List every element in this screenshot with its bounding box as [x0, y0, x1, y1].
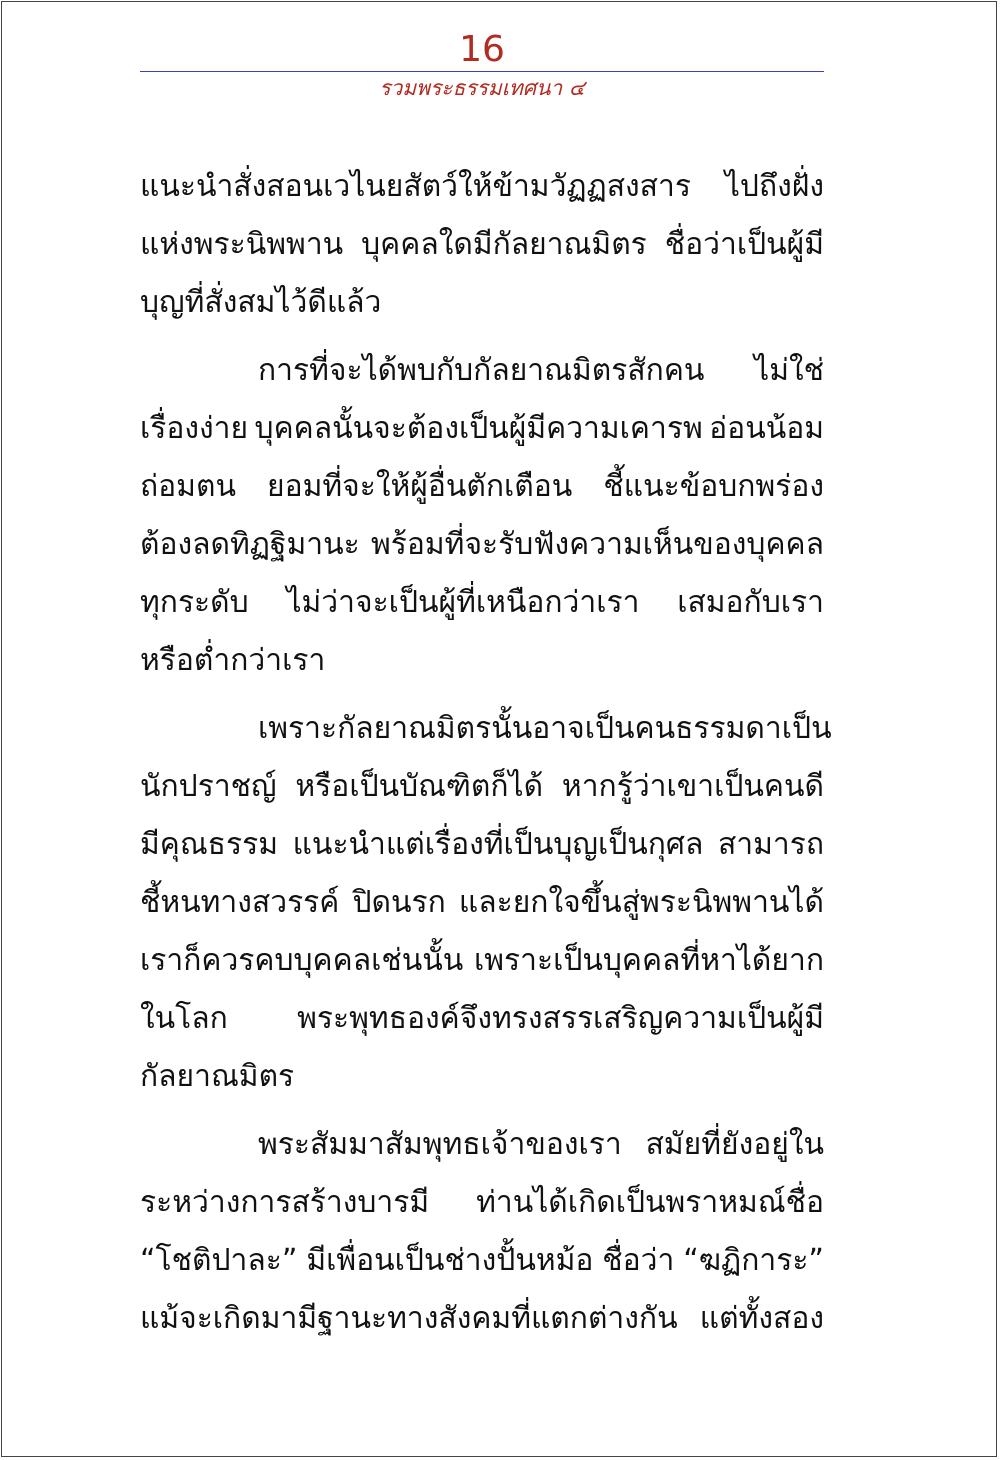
page-header: [140, 30, 824, 102]
text-segment: และยกใจขึ้นสู่พระนิพพานได้: [458, 885, 824, 920]
text-segment: ไม่ว่าจะเป็นผู้ที่เหนือกว่าเรา: [286, 585, 640, 620]
text-segment: สมัยที่ยังอยู่ใน: [645, 1127, 824, 1162]
text-line: [140, 1116, 824, 1174]
paragraph-gap: [140, 1106, 824, 1116]
text-line: [140, 874, 824, 932]
paragraph-3: [140, 700, 832, 1106]
text-line: [140, 990, 824, 1048]
text-line: [140, 758, 824, 816]
text-line: [140, 932, 824, 990]
text-segment: ถ่อมตน: [140, 469, 236, 504]
text-line: [140, 700, 832, 758]
text-segment: เพราะกัลยาณมิตรนั้นอาจเป็นคนธรรมดา: [258, 711, 782, 746]
paragraph-gap: [140, 332, 824, 342]
text-segment: ในโลก: [140, 1001, 228, 1036]
text-segment: บุคคลนั้นจะต้องเป็นผู้มีความเคารพ: [254, 411, 703, 446]
text-segment: อ่อนน้อม: [709, 411, 824, 446]
paragraph-gap: [140, 690, 824, 700]
text-segment: ไม่ใช่: [754, 353, 824, 388]
text-segment: เป็น: [781, 711, 832, 746]
paragraph-4: [140, 1116, 824, 1348]
text-segment: ระหว่างการสร้างบารมี: [140, 1185, 430, 1220]
text-segment: หรือต่ำกว่าเรา: [140, 643, 326, 678]
text-segment: ปิดนรก: [352, 885, 446, 920]
text-segment: บุคคลใดมีกัลยาณมิตร: [361, 227, 647, 262]
text-line: [140, 158, 824, 216]
text-line: [140, 516, 824, 574]
text-segment: “โชติปาละ”: [140, 1243, 298, 1278]
text-segment: แต่ทั้งสอง: [699, 1301, 824, 1336]
text-line: [140, 1048, 824, 1106]
text-line: [140, 216, 824, 274]
paragraph-1: [140, 158, 824, 332]
text-segment: “ฆฏิการะ”: [683, 1243, 824, 1278]
text-line: [140, 400, 824, 458]
text-line: [140, 274, 824, 332]
text-segment: เสมอกับเรา: [677, 585, 824, 620]
text-segment: พระสัมมาสัมพุทธเจ้าของเรา: [258, 1127, 622, 1162]
text-segment: สามารถ: [717, 827, 824, 862]
book-title: รวมพระธรรมเทศนา ๔: [379, 76, 585, 100]
text-segment: ทุกระดับ: [140, 585, 249, 620]
text-segment: พระพุทธองค์จึงทรงสรรเสริญความเป็นผู้มี: [297, 1001, 824, 1036]
text-segment: นักปราชญ์: [140, 769, 277, 804]
page-number: 16: [459, 29, 505, 70]
text-segment: ยอมที่จะให้ผู้อื่นตักเตือน: [267, 469, 573, 504]
text-segment: แนะนำสั่งสอนเวไนยสัตว์ให้ข้ามวัฏฏสงสาร: [140, 169, 691, 204]
text-segment: ชื่อว่า: [602, 1243, 675, 1278]
text-segment: กัลยาณมิตร: [140, 1059, 295, 1094]
text-segment: หรือเป็นบัณฑิตก็ได้: [295, 769, 544, 804]
text-segment: มีคุณธรรม: [140, 827, 278, 862]
text-segment: ต้องลดทิฏฐิมานะ: [140, 527, 360, 562]
text-line: [140, 1174, 824, 1232]
text-segment: เราก็ควรคบบุคคลเช่นนั้น: [140, 943, 464, 978]
text-line: [140, 816, 824, 874]
text-segment: แนะนำแต่เรื่องที่เป็นบุญเป็นกุศล: [292, 827, 704, 862]
text-segment: แห่งพระนิพพาน: [140, 227, 344, 262]
text-segment: พร้อมที่จะรับฟังความเห็นของบุคคล: [370, 527, 824, 562]
text-segment: แม้จะเกิดมามีฐานะทางสังคมที่แตกต่างกัน: [140, 1301, 678, 1336]
text-line: [140, 632, 824, 690]
text-segment: เรื่องง่าย: [140, 411, 249, 446]
text-segment: ท่านได้เกิดเป็นพราหมณ์ชื่อ: [476, 1185, 824, 1220]
header-rule: [140, 71, 824, 72]
text-segment: ชี้แนะข้อบกพร่อง: [603, 469, 824, 504]
body-text: [140, 158, 832, 1348]
text-segment: การที่จะได้พบกับกัลยาณมิตรสักคน: [258, 353, 705, 388]
text-segment: ชี้หนทางสวรรค์: [140, 885, 340, 920]
text-line: [140, 458, 824, 516]
text-line: [140, 574, 824, 632]
text-segment: เพราะเป็นบุคคลที่หาได้ยาก: [473, 943, 824, 978]
paragraph-2: [140, 342, 824, 690]
text-segment: ชื่อว่าเป็นผู้มี: [664, 227, 824, 262]
text-line: [140, 1290, 824, 1348]
text-segment: ไปถึงฝั่ง: [724, 169, 824, 204]
text-segment: มีเพื่อนเป็นช่างปั้นหม้อ: [306, 1243, 594, 1278]
text-segment: หากรู้ว่าเขาเป็นคนดี: [561, 769, 824, 804]
text-segment: บุญที่สั่งสมไว้ดีแล้ว: [140, 285, 382, 320]
text-line: [140, 1232, 824, 1290]
page-frame: [1, 1, 997, 1457]
text-line: [140, 342, 824, 400]
